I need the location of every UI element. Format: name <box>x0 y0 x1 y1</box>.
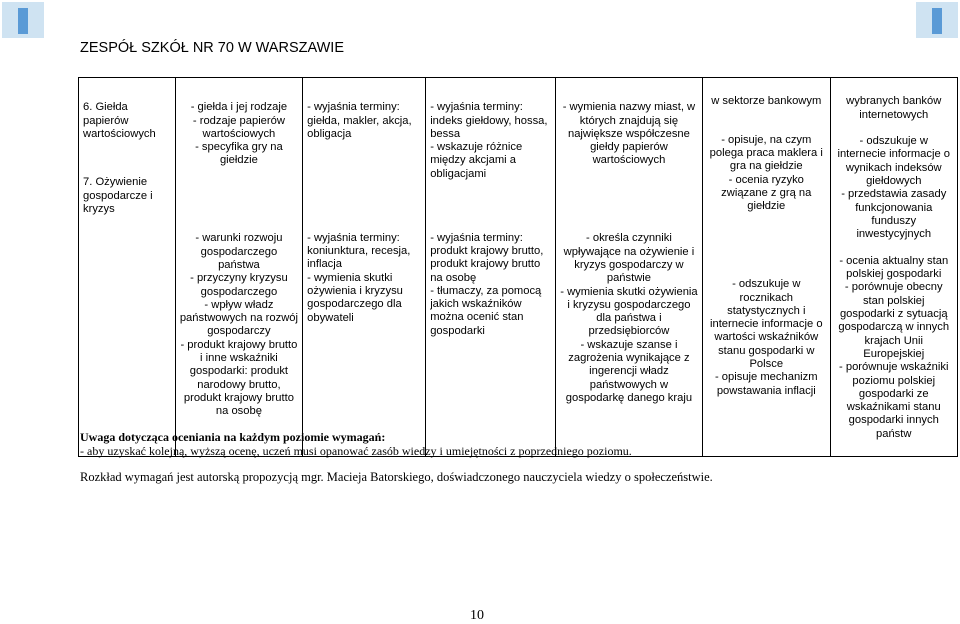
requirements-level-4-cell: w sektorze bankowym - opisuje, na czym polega praca maklera i gra na giełdzie - ocenia ryzyko związane z grą na giełdzie - odszukuje w rocznikach statystycznych i internecie informacje o wartości wskaźników stanu gospodarki w Polsce - opisuje mechanizm powstawania inflacji <box>703 78 830 457</box>
notes-line: - aby uzyskać kolejną, wyższą ocenę, uczeń musi opanować zasób wiedzy i umiejętności z poprzedniego poziomu. <box>80 444 632 458</box>
requirements-table <box>78 77 958 457</box>
topic-cell: 6. Giełda papierów wartościowych 7. Ożywienie gospodarcze i kryzys <box>79 78 176 457</box>
corner-decoration-right <box>916 2 958 38</box>
page-header: ZESPÓŁ SZKÓŁ NR 70 W WARSZAWIE <box>80 40 344 56</box>
content-cell: - giełda i jej rodzaje - rodzaje papierów wartościowych - specyfika gry na giełdzie - warunki rozwoju gospodarczego państwa - przyczyny kryzysu gospodarczego - wpływ władz państwowych na rozwój gospodarczy - produkt krajowy brutto i inne wskaźniki gospodarki: produkt narodowy brutto, produkt krajowy brutto na osobę <box>175 78 302 457</box>
notes-section <box>80 430 713 484</box>
requirements-level-2-cell: - wyjaśnia terminy: indeks giełdowy, hossa, bessa - wskazuje różnice między akcjami a obligacjami - wyjaśnia terminy: produkt krajowy brutto, produkt krajowy brutto na osobę - tłumaczy, za pomocą jakich wskaźników można ocenić stan gospodarki <box>426 78 556 457</box>
corner-decoration-left <box>2 2 44 38</box>
table-row <box>79 78 958 457</box>
requirements-level-5-cell: wybranych banków internetowych - odszukuje w internecie informacje o wynikach indeksów giełdowych - przedstawia zasady funkcjonowania funduszy inwestycyjnych - ocenia aktualny stan polskiej gospodarki - porównuje obecny stan polskiej gospodarki z sytuacją gospodarczą w innych krajach Unii Europejskiej - porównuje wskaźniki poziomu polskiej gospodarki ze wskaźnikami stanu gospodarki innych państw <box>830 78 958 457</box>
requirements-level-1-cell: - wyjaśnia terminy: giełda, makler, akcja, obligacja - wyjaśnia terminy: koniunktura, recesja, inflacja - wymienia skutki ożywienia i kryzysu gospodarczego dla obywateli <box>303 78 426 457</box>
requirements-level-3-cell: - wymienia nazwy miast, w których znajdują się największe współczesne giełdy papierów wartościowych - określa czynniki wpływające na ożywienie i kryzys gospodarczy w państwie - wymienia skutki ożywienia i kryzysu gospodarczego dla państwa i przedsiębiorców - wskazuje szanse i zagrożenia wynikające z ingerencji władz państwowych w gospodarkę danego kraju <box>555 78 702 457</box>
author-credit: Rozkład wymagań jest autorską propozycją mgr. Macieja Batorskiego, doświadczonego nauczyciela wiedzy o społeczeństwie. <box>80 470 713 484</box>
page-number: 10 <box>470 608 484 623</box>
notes-heading: Uwaga dotycząca oceniania na każdym poziomie wymagań: <box>80 430 386 444</box>
